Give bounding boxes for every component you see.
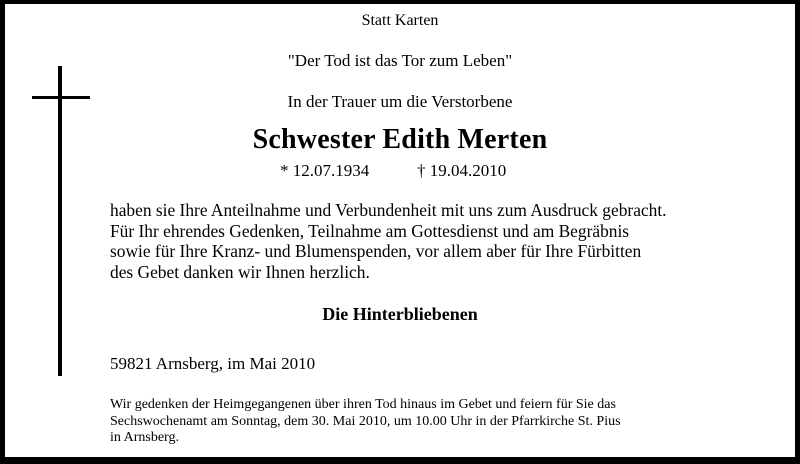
cross-vertical-bar: [58, 66, 62, 376]
notice-line: in Arnsberg.: [110, 430, 179, 445]
thanks-paragraph: [110, 200, 800, 282]
statt-karten-heading: Statt Karten: [361, 12, 439, 29]
thanks-line: des Gebet danken wir Ihnen herzlich.: [110, 261, 370, 282]
thanks-line: sowie für Ihre Kranz- und Blumenspenden, vor allem aber für Ihre Fürbitten: [110, 241, 642, 261]
motto-quote: "Der Tod ist das Tor zum Leben": [287, 51, 513, 70]
place-date: 59821 Arnsberg, im Mai 2010: [110, 354, 316, 373]
intro-line: In der Trauer um die Verstorbene: [287, 92, 513, 111]
deceased-name: Schwester Edith Merten: [252, 124, 548, 155]
mass-notice: [110, 397, 790, 447]
thanks-line: Für Ihr ehrendes Gedenken, Teilnahme am Gottesdienst und am Begräbnis: [110, 220, 630, 241]
notice-line: Wir gedenken der Heimgegangenen über ihren Tod hinaus im Gebet und feiern für Sie das: [110, 397, 616, 412]
notice-line: Sechswochenamt am Sonntag, dem 30. Mai 2010, um 10.00 Uhr in der Pfarrkirche St. Pius: [110, 413, 621, 429]
signature-hinterbliebenen: Die Hinterbliebenen: [322, 304, 478, 324]
death-date: † 19.04.2010: [417, 161, 507, 180]
thanks-line: haben sie Ihre Anteilnahme und Verbundenheit mit uns zum Ausdruck gebracht.: [110, 200, 667, 220]
birth-date: * 12.07.1934: [280, 161, 370, 180]
